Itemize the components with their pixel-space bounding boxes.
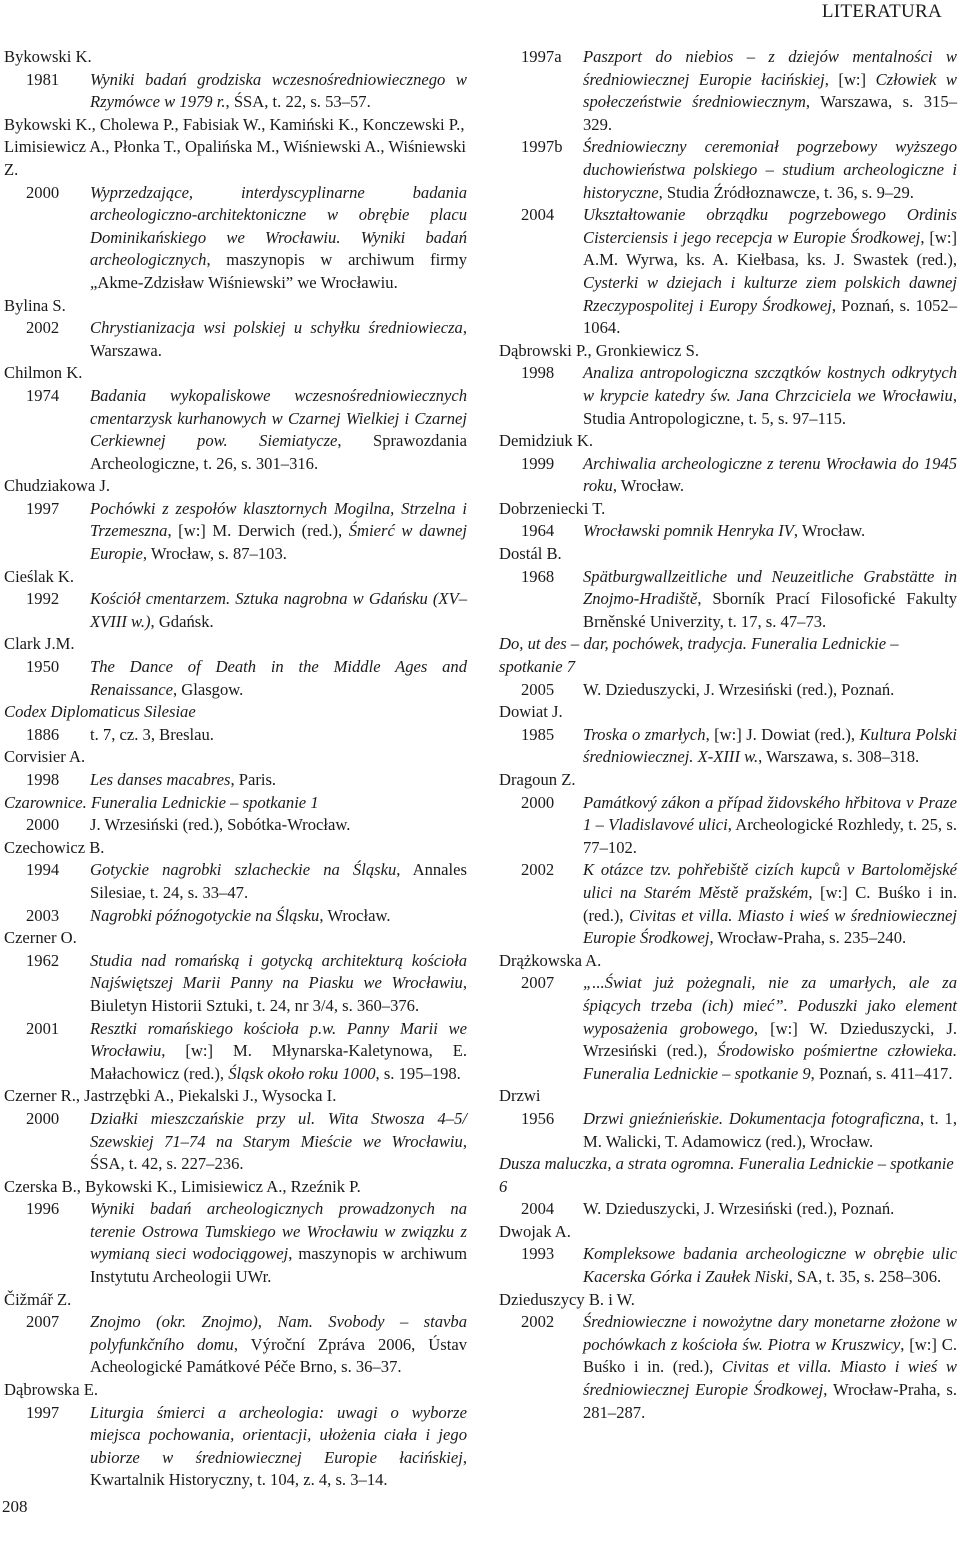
bibliography-entry: [499, 679, 957, 702]
entry-title-italic: Les danses macabres: [90, 770, 231, 789]
author-heading: Dobrzeniecki T.: [499, 498, 606, 518]
entry-detail: , [w:] C. Buśko i in. (red.),: [583, 1334, 958, 1377]
entry-title-italic: Cysterki w dziejach i kulturze ziem polskich dawnej Rzeczypospolitej i Europy Środkowej: [583, 272, 957, 315]
author-heading: Dąbrowska E.: [4, 1380, 99, 1400]
bibliography-entry: [4, 1018, 467, 1086]
entry-detail: , Archeologické Rozhledy, t. 25, s. 77–102.: [583, 815, 957, 857]
entry-year: 1998: [521, 363, 555, 383]
entry-year: 1999: [521, 453, 555, 473]
bibliography-entry: [499, 520, 957, 543]
entry-detail: , maszynopis w archiwum Instytutu Archeologii UWr.: [90, 1244, 467, 1287]
author-heading: Chudziakowa J.: [4, 476, 110, 496]
bibliography-entry: [499, 1311, 957, 1424]
entry-year: 1956: [521, 1108, 555, 1128]
author-heading: Czechowicz B.: [4, 837, 105, 857]
entry-text: [90, 859, 467, 904]
author-heading: Dowiat J.: [499, 702, 563, 722]
entry-title-italic: Wyniki badań grodziska wczesnośredniowiecznego w Rzymówce w 1979 r.: [90, 69, 467, 112]
entry-detail: , Paris.: [230, 770, 277, 789]
entry-title-italic: Památkový zákon a případ židovského hřbitova v Praze 1 – Vladislavové ulici: [583, 792, 957, 835]
entry-year: 1950: [26, 657, 60, 677]
bibliography-entry: [499, 972, 957, 1085]
entry-year: 2004: [521, 1199, 555, 1219]
entry-text: [583, 46, 957, 136]
bibliography-entry: [4, 69, 467, 114]
bibliography-entry: [4, 182, 467, 295]
bibliography-column-right: [499, 46, 957, 1424]
author-heading: Drzwi: [499, 1086, 541, 1106]
entry-detail: W. Dzieduszycki, J. Wrzesiński (red.), Poznań.: [583, 679, 895, 699]
author-heading: Corvisier A.: [4, 747, 86, 767]
bibliography-entry: [499, 453, 957, 498]
author-heading: Dragoun Z.: [499, 770, 576, 789]
entry-title-italic: Kultura Polski średniowiecznej. X-XIII w.: [583, 724, 958, 767]
author-heading: Czarownice. Funeralia Lednickie – spotkanie 1: [4, 792, 319, 812]
author-heading: Dostál B.: [499, 544, 562, 564]
author-heading: Czerska B., Bykowski K., Limisiewicz A., Rzeźnik P.: [4, 1176, 361, 1196]
entry-detail: , Annales Silesiae, t. 24, s. 33–47.: [90, 860, 467, 902]
author-heading: Dzieduszycy B. i W.: [499, 1289, 635, 1309]
entry-text: [583, 520, 957, 543]
bibliography-entry: [4, 317, 467, 362]
running-head: LITERATURA: [821, 1, 942, 22]
bibliography-entry: [4, 498, 467, 566]
entry-title-italic: „...Świat już pożegnali, nie za umarłych, ale za śpiących trzeba (ich) mieć”. Poduszki jako element wyposażenia grobowego: [583, 973, 957, 1038]
bibliography-entry: [499, 1108, 957, 1153]
author-heading: Do, ut des – dar, pochówek, tradycja. Funeralia Lednickie – spotkanie 7: [499, 634, 899, 677]
entry-text: [90, 498, 467, 566]
entry-title-italic: Człowiek w społeczeństwie średniowiecznym: [583, 69, 957, 112]
bibliography-entry: [499, 859, 957, 949]
bibliography-entry: [499, 724, 957, 769]
entry-text: [90, 1311, 467, 1379]
entry-title-italic: Analiza antropologiczna szczątków kostnych odkrytych w krypcie katedry św. Jana Chrzciciela we Wrocławiu: [583, 363, 957, 405]
entry-title-italic: Środowisko pośmiertne człowieka. Funeralia Lednickie – spotkanie 9: [583, 1041, 957, 1083]
entry-text: [90, 588, 467, 633]
entry-title-italic: Drzwi gnieźnieńskie. Dokumentacja fotograficzna: [583, 1108, 920, 1128]
bibliography-entry: [499, 792, 957, 860]
entry-year: 1985: [521, 724, 555, 744]
entry-text: [90, 1402, 467, 1492]
entry-detail: , Warszawa, s. 308–318.: [758, 747, 920, 767]
entry-title-italic: Archiwalia archeologiczne z terenu Wrocławia do 1945 roku: [583, 453, 957, 496]
entry-year: 2002: [521, 1312, 555, 1332]
author-heading: Bylina S.: [4, 295, 66, 315]
entry-text: [583, 1311, 957, 1424]
bibliography-entry: [4, 656, 467, 701]
entry-title-italic: Pochówki z zespołów klasztornych Mogilna, Strzelna i Trzemeszna: [90, 498, 467, 541]
entry-text: [90, 69, 467, 114]
entry-year: 2000: [26, 182, 60, 202]
entry-year: 1998: [26, 770, 60, 789]
entry-year: 1997: [26, 498, 60, 518]
author-heading: Drążkowska A.: [499, 950, 602, 970]
entry-title-italic: Wrocławski pomnik Henryka IV: [583, 521, 794, 541]
entry-title-italic: Wyprzedzające, interdyscyplinarne badania archeologiczno-architektoniczne w obrębie placu Dominikańskiego we Wrocławiu. Wyniki badań archeologicznych: [90, 182, 467, 270]
entry-text: [583, 972, 957, 1085]
entry-year: 1968: [521, 566, 555, 586]
entry-year: 1994: [26, 860, 60, 880]
entry-year: 2003: [26, 905, 60, 925]
bibliography-entry: [499, 362, 957, 430]
entry-text: [583, 204, 957, 340]
author-heading: Bykowski K.: [4, 47, 92, 66]
entry-year: 2001: [26, 1018, 60, 1038]
entry-text: [90, 182, 467, 295]
entry-text: [90, 1198, 467, 1288]
entry-detail: , Biuletyn Historii Sztuki, t. 24, nr 3/4, s. 360–376.: [90, 973, 467, 1015]
entry-title-italic: Spätburgwallzeitliche und Neuzeitliche Grabstätte in Znojmo-Hradiště: [583, 566, 957, 609]
entry-detail: , Glasgow.: [172, 679, 244, 699]
entry-year: 1996: [26, 1199, 60, 1219]
entry-detail: , s. 195–198.: [375, 1063, 461, 1083]
entry-title-italic: Kompleksowe badania archeologiczne w obrębie ulic Kacerska Górka i Zaułek Niski: [583, 1244, 957, 1287]
entry-detail: , Wrocław.: [319, 905, 391, 925]
entry-year: 1993: [521, 1244, 555, 1264]
entry-title-italic: Liturgia śmierci a archeologia: uwagi o wyborze miejsca pochowania, orientacji, ułożenia ciała i jego ubiorze w średniowiecznej Europie łacińskiej: [90, 1402, 467, 1467]
entry-year: 2002: [26, 318, 60, 338]
entry-detail: , ŚSA, t. 22, s. 53–57.: [225, 92, 371, 112]
entry-detail: W. Dzieduszycki, J. Wrzesiński (red.), Poznań.: [583, 1199, 895, 1219]
entry-title-italic: Działki mieszczańskie przy ul. Wita Stwosza 4–5/ Szewskiej 71–74 na Starym Mieście we Wrocławiu: [90, 1108, 467, 1151]
entry-year: 2004: [521, 205, 555, 225]
bibliography-entry: [4, 1402, 467, 1492]
entry-title-italic: Ukształtowanie obrządku pogrzebowego Ordinis Cisterciensis i jego recepcja w Europie Środkowej: [583, 205, 957, 247]
bibliography-entry: [4, 814, 467, 837]
entry-title-italic: Wyniki badań archeologicznych prowadzonych na terenie Ostrowa Tumskiego we Wrocławiu w związku z wymianą sieci wodociągowej: [90, 1199, 467, 1264]
entry-text: [90, 656, 467, 701]
entry-title-italic: Resztki romańskiego kościoła p.w. Panny Marii we Wrocławiu: [90, 1018, 467, 1061]
entry-title-italic: Kościół cmentarzem. Sztuka nagrobna w Gdańsku (XV–XVIII w.): [90, 589, 467, 631]
bibliography-entry: [4, 769, 467, 792]
entry-text: [583, 453, 957, 498]
entry-year: 1997a: [521, 47, 562, 66]
entry-detail: , Výroční Zpráva 2006, Ústav Acheologické Památkové Péče Brno, s. 36–37.: [90, 1334, 467, 1377]
bibliography-entry: [4, 1108, 467, 1176]
entry-year: 1997: [26, 1402, 60, 1422]
bibliography-entry: [4, 950, 467, 1018]
page-number: 208: [2, 1497, 28, 1516]
bibliography-entry: [4, 1311, 467, 1379]
entry-text: [583, 679, 957, 702]
author-heading: Dusza maluczka, a strata ogromna. Funeralia Lednickie – spotkanie 6: [499, 1154, 954, 1196]
entry-text: [90, 724, 467, 747]
entry-detail: , [w:] M. Młynarska-Kaletynowa, E. Małachowicz (red.),: [90, 1041, 467, 1083]
entry-year: 2000: [521, 792, 555, 812]
entry-title-italic: Nagrobki późnogotyckie na Śląsku: [90, 905, 320, 925]
entry-title-italic: Gotyckie nagrobki szlacheckie na Śląsku: [90, 860, 397, 880]
entry-title-italic: Studia nad romańską i gotycką architekturą kościoła Najświętszej Marii Panny na Piasku we Wrocławiu: [90, 950, 467, 993]
entry-detail: , Gdańsk.: [150, 611, 214, 631]
entry-detail: , [w:] A.M. Wyrwa, ks. A. Kiełbasa, ks. J. Swastek (red.),: [583, 227, 957, 270]
entry-detail: , Poznań, s. 1052–1064.: [583, 295, 958, 338]
entry-title-italic: The Dance of Death in the Middle Ages and Renaissance: [90, 657, 467, 699]
entry-year: 2007: [26, 1312, 60, 1332]
bibliography-entry: [499, 1243, 957, 1288]
entry-text: [583, 136, 957, 204]
entry-detail: , Wrocław-Praha, s. 281–287.: [583, 1380, 957, 1422]
bibliography-entry: [499, 566, 957, 634]
entry-detail: , Poznań, s. 411–417.: [810, 1063, 953, 1083]
entry-year: 1974: [26, 385, 60, 405]
author-heading: Codex Diplomaticus Silesiae: [4, 702, 196, 722]
entry-title-italic: Paszport do niebios – z dziejów mentalności w średniowiecznej Europie łacińskiej: [583, 47, 957, 89]
entry-title-italic: Troska o zmarłych: [583, 724, 706, 744]
author-heading: Bykowski K., Cholewa P., Fabisiak W., Kamiński K., Konczewski P., Limisiewicz A., Płonka T., Opalińska M., Wiśniewski A., Wiśniewski Z.: [4, 114, 467, 179]
author-heading: Czerner R., Jastrzębki A., Piekalski J., Wysocka I.: [4, 1086, 337, 1106]
entry-year: 1886: [26, 724, 60, 744]
entry-detail: , SA, t. 35, s. 258–306.: [788, 1267, 942, 1287]
entry-text: [583, 1108, 957, 1153]
author-heading: Cieślak K.: [4, 566, 75, 586]
bibliography-entry: [4, 905, 467, 928]
entry-title-italic: Śmierć w dawnej Europie: [90, 521, 467, 564]
bibliography-column-left: [4, 46, 467, 1492]
author-heading: Dwojak A.: [499, 1221, 571, 1241]
author-heading: Dąbrowski P., Gronkiewicz S.: [499, 340, 700, 360]
entry-text: [90, 769, 467, 792]
entry-detail: , t. 1, M. Walicki, T. Adamowicz (red.), Wrocław.: [583, 1108, 957, 1151]
entry-year: 1964: [521, 521, 555, 541]
entry-detail: , Wrocław.: [612, 476, 685, 496]
entry-detail: , [w:] C. Buśko i in. (red.),: [583, 882, 957, 925]
entry-detail: , Studia Antropologiczne, t. 5, s. 97–115.: [583, 385, 957, 428]
entry-text: [583, 1243, 957, 1288]
bibliography-entry: [4, 724, 467, 747]
author-heading: Czerner O.: [4, 928, 77, 948]
entry-detail: , Warszawa.: [90, 318, 467, 360]
entry-detail: , Sprawozdania Archeologiczne, t. 26, s. 301–316.: [90, 431, 467, 473]
entry-year: 2005: [521, 679, 555, 699]
entry-title-italic: Badania wykopaliskowe wczesnośredniowiecznych cmentarzysk kurhanowych w Czarnej Wielkiej i Czarnej Cerkiewnej pow. Siemiatycze: [90, 385, 467, 451]
entry-text: [90, 950, 467, 1018]
entry-title-italic: K otázce tzv. pohřebiště cizích kupců v Bartolomějské ulici na Starém Městě pražském: [583, 860, 957, 902]
entry-title-italic: Średniowieczny ceremoniał pogrzebowy wyższego duchowieństwa polskiego – studium archeologiczne i historyczne: [583, 137, 957, 202]
entry-text: [583, 792, 957, 860]
entry-detail: , [w:] W. Dzieduszycki, J. Wrzesiński (red.),: [583, 1018, 957, 1061]
entry-detail: , ŚSA, t. 42, s. 227–236.: [90, 1131, 467, 1174]
entry-text: [583, 724, 957, 769]
entry-detail: , [w:] M. Derwich (red.),: [167, 521, 349, 541]
entry-text: [583, 1198, 957, 1221]
bibliography-entry: [4, 859, 467, 904]
entry-text: [90, 1018, 467, 1086]
entry-year: 2002: [521, 860, 555, 880]
entry-detail: , Sborník Prací Filosofické Fakulty Brněnské Univerzity, t. 17, s. 47–73.: [583, 589, 957, 631]
author-heading: Čižmář Z.: [4, 1289, 72, 1309]
entry-title-italic: Znojmo (okr. Znojmo), Nam. Svobody – stavba polyfunkčního domu: [90, 1312, 467, 1354]
entry-year: 1997b: [521, 137, 563, 157]
entry-year: 1962: [26, 950, 60, 970]
bibliography-entry: [499, 1198, 957, 1221]
entry-year: 1981: [26, 69, 60, 89]
entry-year: 2000: [26, 815, 60, 835]
entry-detail: , [w:] J. Dowiat (red.),: [705, 724, 860, 744]
entry-detail: , maszynopis w archiwum firmy „Akme-Zdzisław Wiśniewski” we Wrocławiu.: [90, 250, 467, 292]
entry-detail: J. Wrzesiński (red.), Sobótka-Wrocław.: [90, 815, 351, 835]
entry-text: [583, 362, 957, 430]
entry-title-italic: Śląsk około roku 1000: [228, 1063, 376, 1083]
entry-detail: , Kwartalnik Historyczny, t. 104, z. 4, s. 3–14.: [90, 1447, 467, 1490]
entry-text: [90, 385, 467, 475]
bibliography-entry: [4, 1198, 467, 1288]
entry-detail: , Wrocław, s. 87–103.: [142, 544, 287, 564]
entry-detail: , Wrocław-Praha, s. 235–240.: [709, 928, 907, 948]
bibliography-entry: [499, 46, 957, 136]
entry-detail: t. 7, cz. 3, Breslau.: [90, 724, 214, 744]
bibliography-entry: [499, 136, 957, 204]
entry-title-italic: Civitas et villa. Miasto i wieś w średniowiecznej Europie Środkowej: [583, 1357, 957, 1400]
entry-text: [583, 566, 957, 634]
entry-year: 2007: [521, 973, 555, 993]
entry-title-italic: Chrystianizacja wsi polskiej u schyłku średniowiecza: [90, 318, 463, 338]
entry-detail: , Warszawa, s. 315–329.: [583, 92, 957, 134]
author-heading: Demidziuk K.: [499, 431, 594, 451]
author-heading: Clark J.M.: [4, 634, 75, 654]
entry-title-italic: Civitas et villa. Miasto i wieś w średniowiecznej Europie Środkowej: [583, 905, 957, 948]
entry-year: 1992: [26, 589, 60, 609]
entry-detail: , [w:]: [824, 69, 876, 89]
entry-title-italic: Średniowieczne i nowożytne dary monetarne złożone w pochówkach z kościoła św. Piotra w Kruszwicy: [583, 1312, 957, 1354]
bibliography-entry: [4, 385, 467, 475]
bibliography-entry: [499, 204, 957, 340]
entry-text: [90, 1108, 467, 1176]
entry-text: [90, 814, 467, 837]
entry-text: [90, 905, 467, 928]
entry-text: [583, 859, 957, 949]
entry-text: [90, 317, 467, 362]
bibliography-entry: [4, 588, 467, 633]
author-heading: Chilmon K.: [4, 363, 83, 383]
entry-detail: , Studia Źródłoznawcze, t. 36, s. 9–29.: [658, 182, 914, 202]
entry-year: 2000: [26, 1108, 60, 1128]
entry-detail: , Wrocław.: [793, 521, 866, 541]
